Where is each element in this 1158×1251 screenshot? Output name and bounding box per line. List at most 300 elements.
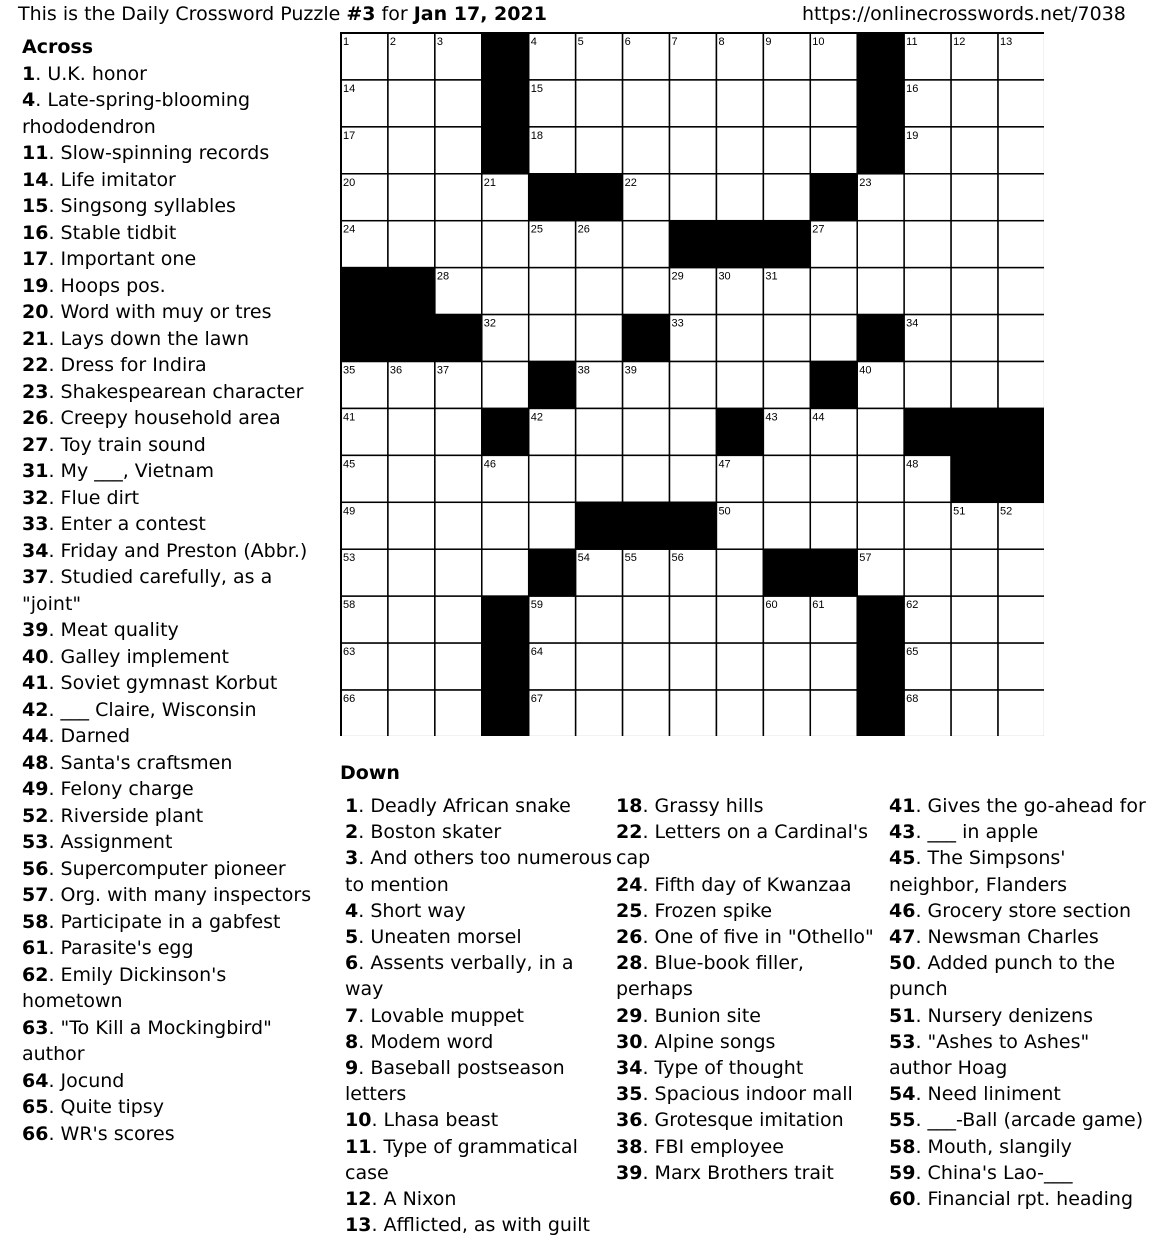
grid-cell[interactable] (670, 455, 717, 502)
grid-cell[interactable] (763, 315, 810, 362)
grid-cell[interactable] (435, 174, 482, 221)
grid-cell[interactable] (388, 408, 435, 455)
clue-text: Friday and Preston (Abbr.) (60, 539, 308, 562)
cell-number: 2 (389, 36, 397, 48)
clue-item[interactable]: 1. Deadly African snake (345, 795, 571, 817)
grid-cell[interactable] (763, 362, 810, 409)
clue-number: 62 (22, 963, 49, 986)
grid-cell[interactable] (482, 362, 529, 409)
clue-item[interactable]: 41. Gives the go-ahead for (889, 795, 1146, 817)
clue-text: ___-Ball (arcade game) (927, 1109, 1144, 1132)
grid-cell[interactable] (576, 690, 623, 736)
crossword-grid[interactable] (340, 32, 1044, 736)
grid-cell[interactable] (763, 455, 810, 502)
across-clues (22, 34, 327, 1147)
cell-number: 48 (906, 458, 919, 471)
clue-item[interactable]: 58. Mouth, slangily (889, 1135, 1072, 1158)
cell-number: 28 (436, 270, 450, 283)
grid-cell[interactable] (482, 221, 529, 268)
cell-number: 34 (906, 317, 919, 330)
cell-number: 33 (671, 317, 684, 330)
grid-cell[interactable] (810, 502, 857, 549)
grid-block (716, 408, 763, 455)
clue-item[interactable]: 64. Jocund (22, 1069, 125, 1092)
cell-number: 6 (624, 36, 631, 48)
grid-cell[interactable] (998, 174, 1044, 221)
clue-item[interactable]: 55. ___-Ball (arcade game) (889, 1109, 1144, 1132)
grid-cell[interactable] (576, 268, 623, 315)
grid-cell[interactable] (904, 549, 951, 596)
clue-item[interactable]: 54. Need liniment (889, 1083, 1061, 1106)
clue-number: 4 (345, 899, 359, 922)
clue-item[interactable]: 10. Lhasa beast (345, 1109, 499, 1132)
grid-cell[interactable] (998, 80, 1044, 127)
clue-item[interactable]: 16. Stable tidbit (22, 221, 177, 244)
grid-block (857, 33, 904, 80)
grid-cell[interactable] (998, 221, 1044, 268)
grid-cell[interactable] (857, 502, 904, 549)
clue-item[interactable]: 7. Lovable muppet (345, 1004, 524, 1027)
grid-cell[interactable] (998, 596, 1044, 643)
clue-item[interactable]: 66. WR's scores (22, 1122, 175, 1145)
grid-cell[interactable] (670, 362, 717, 409)
clue-item[interactable]: 56. Supercomputer pioneer (22, 857, 286, 880)
clue-item[interactable]: 22. Letters on a Cardinal's cap (616, 821, 869, 870)
grid-cell[interactable] (388, 455, 435, 502)
clue-item[interactable]: 58. Participate in a gabfest (22, 910, 281, 933)
clue-item[interactable]: 60. Financial rpt. heading (889, 1188, 1134, 1211)
clue-item[interactable]: 48. Santa's craftsmen (22, 751, 233, 774)
clue-number: 6 (345, 952, 359, 975)
grid-cell[interactable] (951, 362, 998, 409)
clue-item[interactable]: 42. ___ Claire, Wisconsin (22, 698, 257, 721)
grid-block (529, 174, 576, 221)
clue-item[interactable]: 44. Darned (22, 725, 131, 747)
clue-text: Slow-spinning records (60, 142, 270, 164)
grid-cell[interactable] (810, 80, 857, 127)
cell-number: 21 (483, 176, 497, 189)
clue-text: Lays down the lawn (60, 327, 249, 350)
clue-item[interactable]: 4. Late-spring-blooming rhododendron (22, 89, 251, 138)
clue-item[interactable]: 20. Word with muy or tres (22, 301, 272, 323)
clue-text: "Ashes to Ashes" author Hoag (889, 1030, 1090, 1080)
grid-cell[interactable] (529, 315, 576, 362)
grid-cell[interactable] (763, 174, 810, 221)
clue-item[interactable]: 57. Org. with many inspectors (22, 884, 312, 906)
grid-cell[interactable] (716, 174, 763, 221)
grid-cell[interactable] (670, 174, 717, 221)
clue-item[interactable]: 37. Studied carefully, as a "joint" (22, 566, 273, 615)
header-middle: for (375, 3, 414, 25)
clue-text: Type of grammatical case (345, 1135, 578, 1184)
clue-number: 60 (889, 1188, 916, 1211)
clue-item[interactable]: 4. Short way (345, 899, 466, 922)
grid-cell[interactable] (763, 643, 810, 690)
cell-number: 60 (765, 599, 778, 612)
grid-cell[interactable] (388, 596, 435, 643)
clue-text: Word with muy or tres (60, 301, 272, 323)
clue-text: Need liniment (927, 1083, 1061, 1106)
grid-cell[interactable] (670, 127, 717, 174)
clue-item[interactable]: 43. ___ in apple (889, 821, 1039, 844)
grid-block (670, 502, 717, 549)
clue-text: Meat quality (60, 619, 179, 641)
clue-item[interactable]: 51. Nursery denizens (889, 1004, 1093, 1027)
clue-text: Supercomputer pioneer (60, 857, 286, 880)
grid-cell[interactable] (623, 455, 670, 502)
clue-number: 51 (889, 1004, 916, 1027)
grid-cell[interactable] (388, 80, 435, 127)
grid-block (482, 408, 529, 455)
clue-number: 11 (22, 142, 49, 164)
grid-cell[interactable] (388, 549, 435, 596)
grid-cell[interactable] (904, 362, 951, 409)
clue-number: 7 (345, 1004, 359, 1027)
clue-text: Grocery store section (927, 899, 1132, 922)
grid-cell[interactable] (951, 596, 998, 643)
cell-number: 52 (1000, 505, 1013, 518)
grid-cell[interactable] (576, 127, 623, 174)
clue-item[interactable]: 31. My ___, Vietnam (22, 460, 214, 482)
grid-cell[interactable] (951, 643, 998, 690)
clue-item[interactable]: 3. And others too numerous to mention (345, 847, 613, 896)
grid-cell[interactable] (435, 80, 482, 127)
grid-block (435, 315, 482, 362)
cell-number: 9 (765, 36, 772, 48)
grid-cell[interactable] (482, 549, 529, 596)
clue-text: One of five in "Othello" (654, 926, 874, 949)
grid-cell[interactable] (388, 174, 435, 221)
cell-number: 57 (859, 552, 872, 565)
clue-number: 9 (345, 1057, 359, 1080)
grid-cell[interactable] (951, 174, 998, 221)
grid-cell[interactable] (857, 455, 904, 502)
clue-text: Grotesque imitation (654, 1109, 844, 1132)
clue-item[interactable]: 50. Added punch to the punch (889, 952, 1116, 1001)
clue-text: Afflicted, as with guilt (383, 1214, 590, 1237)
grid-cell[interactable] (716, 549, 763, 596)
grid-block (482, 80, 529, 127)
clue-item[interactable]: 32. Flue dirt (22, 486, 140, 509)
clue-item[interactable]: 27. Toy train sound (22, 433, 206, 456)
clue-item[interactable]: 6. Assents verbally, in a way (345, 952, 574, 1001)
clue-item[interactable]: 29. Bunion site (616, 1004, 761, 1027)
grid-cell[interactable] (716, 643, 763, 690)
clue-text: Deadly African snake (370, 795, 571, 817)
grid-cell[interactable] (810, 268, 857, 315)
clue-number: 11 (345, 1135, 372, 1158)
grid-cell[interactable] (576, 643, 623, 690)
grid-cell[interactable] (482, 268, 529, 315)
grid-block (482, 690, 529, 736)
grid-cell[interactable] (576, 455, 623, 502)
clue-item[interactable]: 34. Type of thought (616, 1057, 804, 1080)
grid-cell[interactable] (670, 80, 717, 127)
grid-cell[interactable] (810, 690, 857, 736)
grid-cell[interactable] (623, 80, 670, 127)
clue-text: A Nixon (383, 1188, 457, 1211)
grid-cell[interactable] (998, 549, 1044, 596)
grid-cell[interactable] (998, 127, 1044, 174)
grid-cell[interactable] (951, 127, 998, 174)
grid-cell[interactable] (951, 549, 998, 596)
cell-number: 56 (671, 552, 684, 565)
clue-number: 3 (345, 847, 359, 870)
clue-item[interactable]: 53. Assignment (22, 831, 173, 853)
grid-block (388, 268, 435, 315)
clue-item[interactable]: 47. Newsman Charles (889, 926, 1099, 949)
grid-cell[interactable] (998, 690, 1044, 736)
clue-item[interactable]: 46. Grocery store section (889, 899, 1132, 922)
cell-number: 43 (765, 411, 778, 424)
cell-number: 8 (718, 36, 725, 48)
clue-item[interactable]: 22. Dress for Indira (22, 354, 207, 376)
clue-number: 1 (22, 62, 36, 85)
clue-item[interactable]: 53. "Ashes to Ashes" author Hoag (889, 1030, 1090, 1080)
grid-cell[interactable] (857, 408, 904, 455)
grid-cell[interactable] (670, 643, 717, 690)
grid-cell[interactable] (716, 596, 763, 643)
grid-cell[interactable] (435, 127, 482, 174)
clue-item[interactable]: 52. Riverside plant (22, 804, 204, 827)
grid-cell[interactable] (998, 315, 1044, 362)
grid-cell[interactable] (763, 690, 810, 736)
grid-cell[interactable] (998, 362, 1044, 409)
clue-item[interactable]: 39. Meat quality (22, 619, 179, 641)
grid-cell[interactable] (529, 502, 576, 549)
clue-text: FBI employee (654, 1135, 784, 1158)
clue-text: Assents verbally, in a way (345, 952, 574, 1001)
clue-text: Baseball postseason letters (345, 1057, 565, 1106)
clue-item[interactable]: 26. One of five in "Othello" (616, 926, 874, 949)
grid-cell[interactable] (576, 315, 623, 362)
grid-cell[interactable] (623, 643, 670, 690)
grid-cell[interactable] (763, 80, 810, 127)
clue-item[interactable]: 24. Fifth day of Kwanzaa (616, 873, 852, 896)
grid-cell[interactable] (998, 643, 1044, 690)
clue-item[interactable]: 9. Baseball postseason letters (345, 1057, 565, 1106)
clue-item[interactable]: 63. "To Kill a Mockingbird" author (22, 1016, 272, 1065)
clue-number: 52 (22, 804, 49, 827)
grid-cell[interactable] (388, 690, 435, 736)
clue-text: Enter a contest (60, 513, 206, 535)
grid-cell[interactable] (810, 315, 857, 362)
clue-item[interactable]: 17. Important one (22, 248, 197, 270)
clue-item[interactable]: 1. U.K. honor (22, 62, 147, 85)
clue-text: Life imitator (60, 168, 176, 191)
grid-cell[interactable] (435, 502, 482, 549)
clue-item[interactable]: 25. Frozen spike (616, 899, 773, 922)
grid-cell[interactable] (716, 127, 763, 174)
clue-number: 58 (22, 910, 49, 933)
clue-item[interactable]: 18. Grassy hills (616, 795, 764, 817)
clue-item[interactable]: 28. Blue-book filler, perhaps (616, 952, 804, 1001)
grid-cell[interactable] (388, 502, 435, 549)
clue-item[interactable]: 40. Galley implement (22, 645, 229, 668)
grid-cell[interactable] (388, 643, 435, 690)
cell-number: 46 (483, 458, 497, 471)
grid-cell[interactable] (576, 80, 623, 127)
grid-cell[interactable] (623, 268, 670, 315)
grid-cell[interactable] (670, 690, 717, 736)
clue-text: Marx Brothers trait (654, 1161, 834, 1184)
grid-cell[interactable] (716, 80, 763, 127)
clue-item[interactable]: 11. Slow-spinning records (22, 142, 270, 164)
grid-cell[interactable] (716, 362, 763, 409)
cell-number: 54 (577, 552, 590, 565)
cell-number: 29 (671, 270, 684, 283)
grid-cell[interactable] (435, 596, 482, 643)
clue-item[interactable]: 13. Afflicted, as with guilt (345, 1214, 590, 1237)
clue-number: 13 (345, 1214, 372, 1237)
clue-item[interactable]: 62. Emily Dickinson's hometown (22, 963, 227, 1012)
cell-number: 16 (906, 82, 919, 95)
grid-cell[interactable] (482, 502, 529, 549)
clue-item[interactable]: 45. The Simpsons' neighbor, Flanders (889, 847, 1068, 896)
clue-item[interactable]: 59. China's Lao-___ (889, 1161, 1073, 1184)
clue-item[interactable]: 2. Boston skater (345, 821, 502, 844)
grid-cell[interactable] (435, 643, 482, 690)
cell-number: 42 (530, 411, 543, 424)
clue-number: 27 (22, 433, 49, 456)
grid-cell[interactable] (529, 268, 576, 315)
grid-cell[interactable] (951, 690, 998, 736)
grid-cell[interactable] (998, 268, 1044, 315)
clue-number: 36 (616, 1109, 643, 1132)
grid-cell[interactable] (716, 315, 763, 362)
clue-text: Boston skater (370, 821, 502, 844)
grid-cell[interactable] (810, 643, 857, 690)
clue-item[interactable]: 14. Life imitator (22, 168, 176, 191)
clue-item[interactable]: 23. Shakespearean character (22, 380, 304, 403)
clue-text: Soviet gymnast Korbut (60, 672, 278, 694)
clue-number: 26 (616, 926, 643, 949)
clue-item[interactable]: 11. Type of grammatical case (345, 1135, 578, 1184)
clue-number: 8 (345, 1030, 359, 1053)
source-url[interactable]: https://onlinecrosswords.net/7038 (802, 3, 1126, 25)
cell-number: 20 (343, 176, 356, 189)
grid-block (763, 549, 810, 596)
grid-cell[interactable] (951, 221, 998, 268)
grid-block (951, 408, 998, 455)
clue-item[interactable]: 19. Hoops pos. (22, 274, 166, 297)
clue-number: 14 (22, 168, 49, 191)
clue-item[interactable]: 5. Uneaten morsel (345, 926, 522, 949)
grid-cell[interactable] (435, 408, 482, 455)
clue-number: 24 (616, 873, 643, 896)
clue-text: Shakespearean character (60, 380, 304, 403)
grid-cell[interactable] (857, 221, 904, 268)
grid-cell[interactable] (435, 549, 482, 596)
grid-cell[interactable] (904, 174, 951, 221)
grid-cell[interactable] (670, 596, 717, 643)
grid-cell[interactable] (904, 221, 951, 268)
clue-item[interactable]: 36. Grotesque imitation (616, 1109, 844, 1132)
grid-cell[interactable] (763, 502, 810, 549)
clue-number: 35 (616, 1083, 643, 1106)
grid-cell[interactable] (576, 408, 623, 455)
clue-text: Gives the go-ahead for (927, 795, 1146, 817)
clue-number: 48 (22, 751, 49, 774)
clue-item[interactable]: 12. A Nixon (345, 1188, 457, 1211)
clue-text: Darned (60, 725, 131, 747)
cell-number: 63 (343, 646, 356, 659)
grid-block (576, 502, 623, 549)
grid-cell[interactable] (904, 268, 951, 315)
grid-block (857, 315, 904, 362)
grid-cell[interactable] (857, 268, 904, 315)
clue-number: 42 (22, 698, 49, 721)
clue-item[interactable]: 30. Alpine songs (616, 1030, 776, 1053)
clue-item[interactable]: 38. FBI employee (616, 1135, 784, 1158)
clue-number: 5 (345, 926, 359, 949)
grid-cell[interactable] (435, 221, 482, 268)
clue-text: Newsman Charles (927, 926, 1099, 949)
clue-text: Late-spring-blooming rhododendron (22, 89, 251, 138)
clue-number: 61 (22, 937, 49, 959)
clue-item[interactable]: 39. Marx Brothers trait (616, 1161, 834, 1184)
clue-item[interactable]: 34. Friday and Preston (Abbr.) (22, 539, 308, 562)
cell-number: 13 (1000, 36, 1013, 48)
header-prefix: This is the Daily Crossword Puzzle (18, 3, 347, 25)
grid-cell[interactable] (388, 221, 435, 268)
clue-number: 49 (22, 778, 49, 800)
clue-item[interactable]: 21. Lays down the lawn (22, 327, 249, 350)
grid-cell[interactable] (623, 408, 670, 455)
grid-cell[interactable] (576, 596, 623, 643)
grid-cell[interactable] (388, 127, 435, 174)
grid-cell[interactable] (670, 408, 717, 455)
clue-item[interactable]: 41. Soviet gymnast Korbut (22, 672, 278, 694)
grid-block (857, 596, 904, 643)
clue-number: 55 (889, 1109, 916, 1132)
grid-block (810, 362, 857, 409)
grid-cell[interactable] (810, 127, 857, 174)
clue-text: And others too numerous to mention (345, 847, 613, 896)
clue-item[interactable]: 61. Parasite's egg (22, 937, 194, 959)
grid-cell[interactable] (623, 596, 670, 643)
grid-cell[interactable] (623, 690, 670, 736)
clue-text: Studied carefully, as a "joint" (22, 566, 273, 615)
grid-cell[interactable] (435, 690, 482, 736)
grid-cell[interactable] (951, 80, 998, 127)
grid-cell[interactable] (435, 455, 482, 502)
clue-number: 41 (22, 672, 49, 694)
clue-item[interactable]: 35. Spacious indoor mall (616, 1083, 853, 1106)
grid-cell[interactable] (529, 455, 576, 502)
clue-item[interactable]: 65. Quite tipsy (22, 1096, 164, 1118)
clue-item[interactable]: 15. Singsong syllables (22, 195, 236, 217)
cell-number: 40 (859, 364, 872, 377)
clue-item[interactable]: 26. Creepy household area (22, 407, 281, 429)
clue-number: 17 (22, 248, 49, 270)
clue-item[interactable]: 33. Enter a contest (22, 513, 206, 535)
grid-cell[interactable] (763, 127, 810, 174)
clue-item[interactable]: 49. Felony charge (22, 778, 194, 800)
clue-item[interactable]: 8. Modem word (345, 1030, 494, 1053)
clue-text: WR's scores (60, 1122, 175, 1145)
grid-cell[interactable] (623, 127, 670, 174)
grid-cell[interactable] (716, 690, 763, 736)
grid-cell[interactable] (623, 221, 670, 268)
grid-cell[interactable] (951, 315, 998, 362)
grid-cell[interactable] (810, 455, 857, 502)
clue-number: 23 (22, 380, 49, 403)
down-column-2 (616, 793, 884, 1186)
grid-cell[interactable] (951, 268, 998, 315)
grid-cell[interactable] (904, 502, 951, 549)
grid-block (716, 221, 763, 268)
